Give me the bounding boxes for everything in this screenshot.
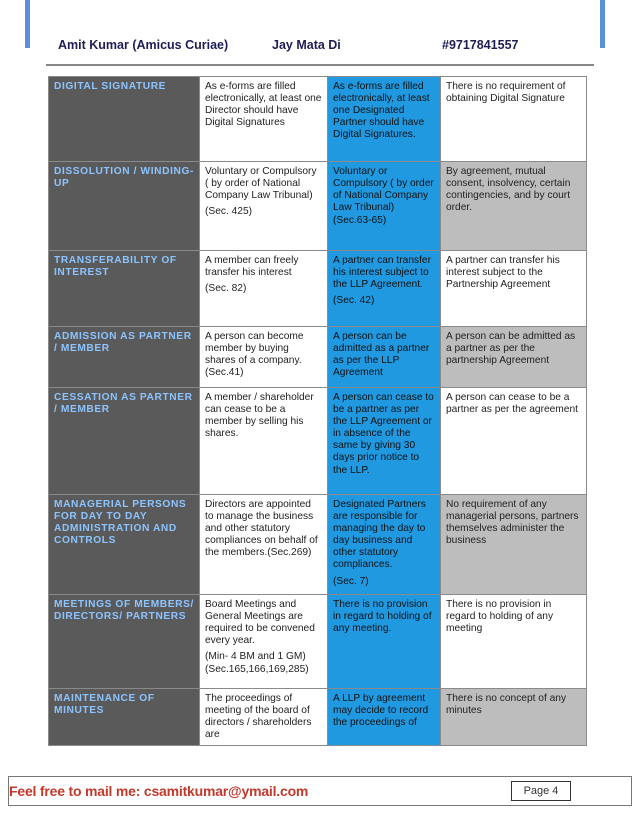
partnership-cell: A person can be admitted as a partner as per the partnership Agreement <box>441 327 587 388</box>
llp-cell: As e-forms are filled electronically, at least one Designated Partner should have Digital Signatures. <box>328 77 441 162</box>
row-title: CESSATION AS PARTNER / MEMBER <box>49 388 200 495</box>
header-author: Amit Kumar (Amicus Curiae) <box>58 38 229 52</box>
company-cell: As e-forms are filled electronically, at least one Director should have Digital Signatures <box>200 77 328 162</box>
row-title: ADMISSION AS PARTNER / MEMBER <box>49 327 200 388</box>
row-title: DISSOLUTION / WINDING-UP <box>49 162 200 251</box>
table-row <box>49 77 587 162</box>
llp-cell: A partner can transfer his interest subject to the LLP Agreement. (Sec. 42) <box>328 251 441 327</box>
company-cell: Board Meetings and General Meetings are required to be convened every year. (Min- 4 BM and 1 GM) (Sec.165,166,169,285) <box>200 595 328 689</box>
header-rule <box>46 64 594 66</box>
row-title: MAINTENANCE OF MINUTES <box>49 689 200 746</box>
partnership-cell: By agreement, mutual consent, insolvency, certain contingencies, and by court order. <box>441 162 587 251</box>
row-title: DIGITAL SIGNATURE <box>49 77 200 162</box>
header-phone: #9717841557 <box>442 38 519 52</box>
company-cell: Voluntary or Compulsory ( by order of National Company Law Tribunal) (Sec. 425) <box>200 162 328 251</box>
company-cell: A member can freely transfer his interest (Sec. 82) <box>200 251 328 327</box>
partnership-cell: There is no provision in regard to holding of any meeting <box>441 595 587 689</box>
llp-cell: A LLP by agreement may decide to record the proceedings of <box>328 689 441 746</box>
partnership-cell: No requirement of any managerial persons, partners themselves administer the business <box>441 495 587 595</box>
table-row <box>49 388 587 495</box>
llp-cell: Designated Partners are responsible for managing the day to day business and other statutory compliances. (Sec. 7) <box>328 495 441 595</box>
left-accent-bar <box>25 0 30 48</box>
page-number: Page 4 <box>511 781 571 801</box>
row-title: MEETINGS OF MEMBERS/ DIRECTORS/ PARTNERS <box>49 595 200 689</box>
table-row <box>49 495 587 595</box>
partnership-cell: A partner can transfer his interest subject to the Partnership Agreement <box>441 251 587 327</box>
table-row <box>49 595 587 689</box>
company-cell: The proceedings of meeting of the board of directors / shareholders are <box>200 689 328 746</box>
right-accent-bar <box>600 0 605 48</box>
llp-cell: A person can be admitted as a partner as per the LLP Agreement <box>328 327 441 388</box>
page-footer <box>8 776 632 806</box>
table-row <box>49 689 587 746</box>
company-cell: A person can become member by buying shares of a company.(Sec.41) <box>200 327 328 388</box>
header-motto: Jay Mata Di <box>272 38 341 52</box>
llp-cell: Voluntary or Compulsory ( by order of National Company Law Tribunal) (Sec.63-65) <box>328 162 441 251</box>
row-title: TRANSFERABILITY OF INTEREST <box>49 251 200 327</box>
partnership-cell: There is no concept of any minutes <box>441 689 587 746</box>
table-row <box>49 327 587 388</box>
table-row <box>49 251 587 327</box>
footer-mail-text: Feel free to mail me: csamitkumar@ymail.com <box>9 783 309 799</box>
partnership-cell: A person can cease to be a partner as per the agreement <box>441 388 587 495</box>
table-row <box>49 162 587 251</box>
llp-cell: There is no provision in regard to holding of any meeting. <box>328 595 441 689</box>
comparison-table <box>48 76 587 746</box>
partnership-cell: There is no requirement of obtaining Digital Signature <box>441 77 587 162</box>
company-cell: Directors are appointed to manage the business and other statutory compliances on behalf of the members.(Sec.269) <box>200 495 328 595</box>
page-header <box>58 38 578 58</box>
company-cell: A member / shareholder can cease to be a member by selling his shares. <box>200 388 328 495</box>
llp-cell: A person can cease to be a partner as per the LLP Agreement or in absence of the same by giving 30 days prior notice to the LLP. <box>328 388 441 495</box>
row-title: MANAGERIAL PERSONS FOR DAY TO DAY ADMINISTRATION AND CONTROLS <box>49 495 200 595</box>
